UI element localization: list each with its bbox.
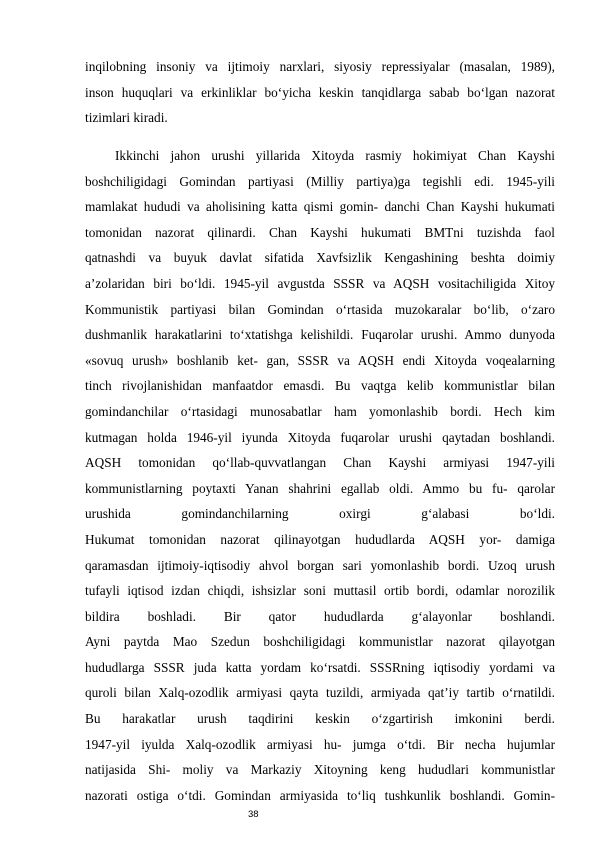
text-line: Hukumat tomonidan nazorat qilinayotgan hududlarda AQSH yor- damiga (85, 531, 555, 547)
text-line: qaramasdan ijtimoiy-iqtisodiy ahvol borgan sari yomonlashib bordi. Uzoq urush (85, 557, 555, 573)
text-line: inson huquqlari va erkinliklar bo‘yicha keskin tanqidlarga sabab bo‘lgan nazorat (85, 84, 555, 100)
text-line: Bu harakatlar urush taqdirini keskin o‘zgartirish imkonini berdi. (85, 711, 555, 727)
text-line: Ikkinchi jahon urushi yillarida Xitoyda rasmiy hokimiyat Chan Kayshi (115, 148, 555, 163)
text-line: «sovuq urush» boshlanib ket- gan, SSSR va AQSH endi Xitoyda voqealarning (85, 352, 555, 368)
page-number: 38 (248, 809, 259, 820)
text-line: a’zolaridan biri bo‘ldi. 1945-yil avgustda SSSR va AQSH vositachiligida Xitoy (85, 275, 555, 291)
text-line: qatnashdi va buyuk davlat sifatida Xavfsizlik Kengashining beshta doimiy (85, 250, 555, 266)
text-line: tizimlari kiradi. (85, 110, 168, 126)
text-line: Kommunistik partiyasi bilan Gomindan o‘rtasida muzokaralar bo‘lib, o‘zaro (85, 301, 555, 317)
text-line: kutmagan holda 1946-yil iyunda Xitoyda fuqarolar urushi qaytadan boshlandi. (85, 429, 555, 445)
text-line: hududlarga SSSR juda katta yordam ko‘rsatdi. SSSRning iqtisodiy yordami va (85, 659, 555, 675)
text-line: urushida gomindanchilarning oxirgi g‘alabasi bo‘ldi. (85, 506, 555, 522)
text-line: gomindanchilar o‘rtasidagi munosabatlar ham yomonlashib bordi. Hech kim (85, 403, 555, 419)
text-line: kommunistlarning poytaxti Yanan shahrini egallab oldi. Ammo bu fu- qarolar (85, 480, 555, 496)
text-line: bildira boshladi. Bir qator hududlarda g‘alayonlar boshlandi. (85, 608, 555, 624)
text-line: tomonidan nazorat qilinardi. Chan Kayshi hukumati BMTni tuzishda faol (85, 224, 555, 240)
text-line: quroli bilan Xalq-ozodlik armiyasi qayta tuzildi, armiyada qat’iy tartib o‘rnatildi. (85, 685, 555, 701)
text-line: Ayni paytda Mao Szedun boshchiligidagi kommunistlar nazorat qilayotgan (85, 634, 555, 650)
text-line: mamlakat hududi va aholisining katta qismi gomin- danchi Chan Kayshi hukumati (85, 199, 555, 215)
paragraph-main (85, 143, 555, 808)
text-line: boshchiligidagi Gomindan partiyasi (Milliy partiya)ga tegishli edi. 1945-yili (85, 173, 555, 189)
text-line: natijasida Shi- moliy va Markaziy Xitoyning keng hududlari kommunistlar (85, 762, 555, 778)
paragraph-intro (85, 54, 555, 131)
text-line: dushmanlik harakatlarini to‘xtatishga kelishildi. Fuqarolar urushi. Ammo dunyoda (85, 327, 555, 343)
text-line: AQSH tomonidan qo‘llab-quvvatlangan Chan Kayshi armiyasi 1947-yili (85, 455, 555, 471)
text-line: nazorati ostiga o‘tdi. Gomindan armiyasida to‘liq tushkunlik boshlandi. Gomin- (85, 787, 555, 803)
text-line: tinch rivojlanishidan manfaatdor emasdi. Bu vaqtga kelib kommunistlar bilan (85, 378, 555, 394)
text-line: tufayli iqtisod izdan chiqdi, ishsizlar soni muttasil ortib bordi, odamlar norozilik (85, 583, 555, 599)
text-line: 1947-yil iyulda Xalq-ozodlik armiyasi hu- jumga o‘tdi. Bir necha hujumlar (85, 736, 555, 752)
text-line: inqilobning insoniy va ijtimoiy narxlari, siyosiy repressiyalar (masalan, 1989), (85, 59, 555, 74)
